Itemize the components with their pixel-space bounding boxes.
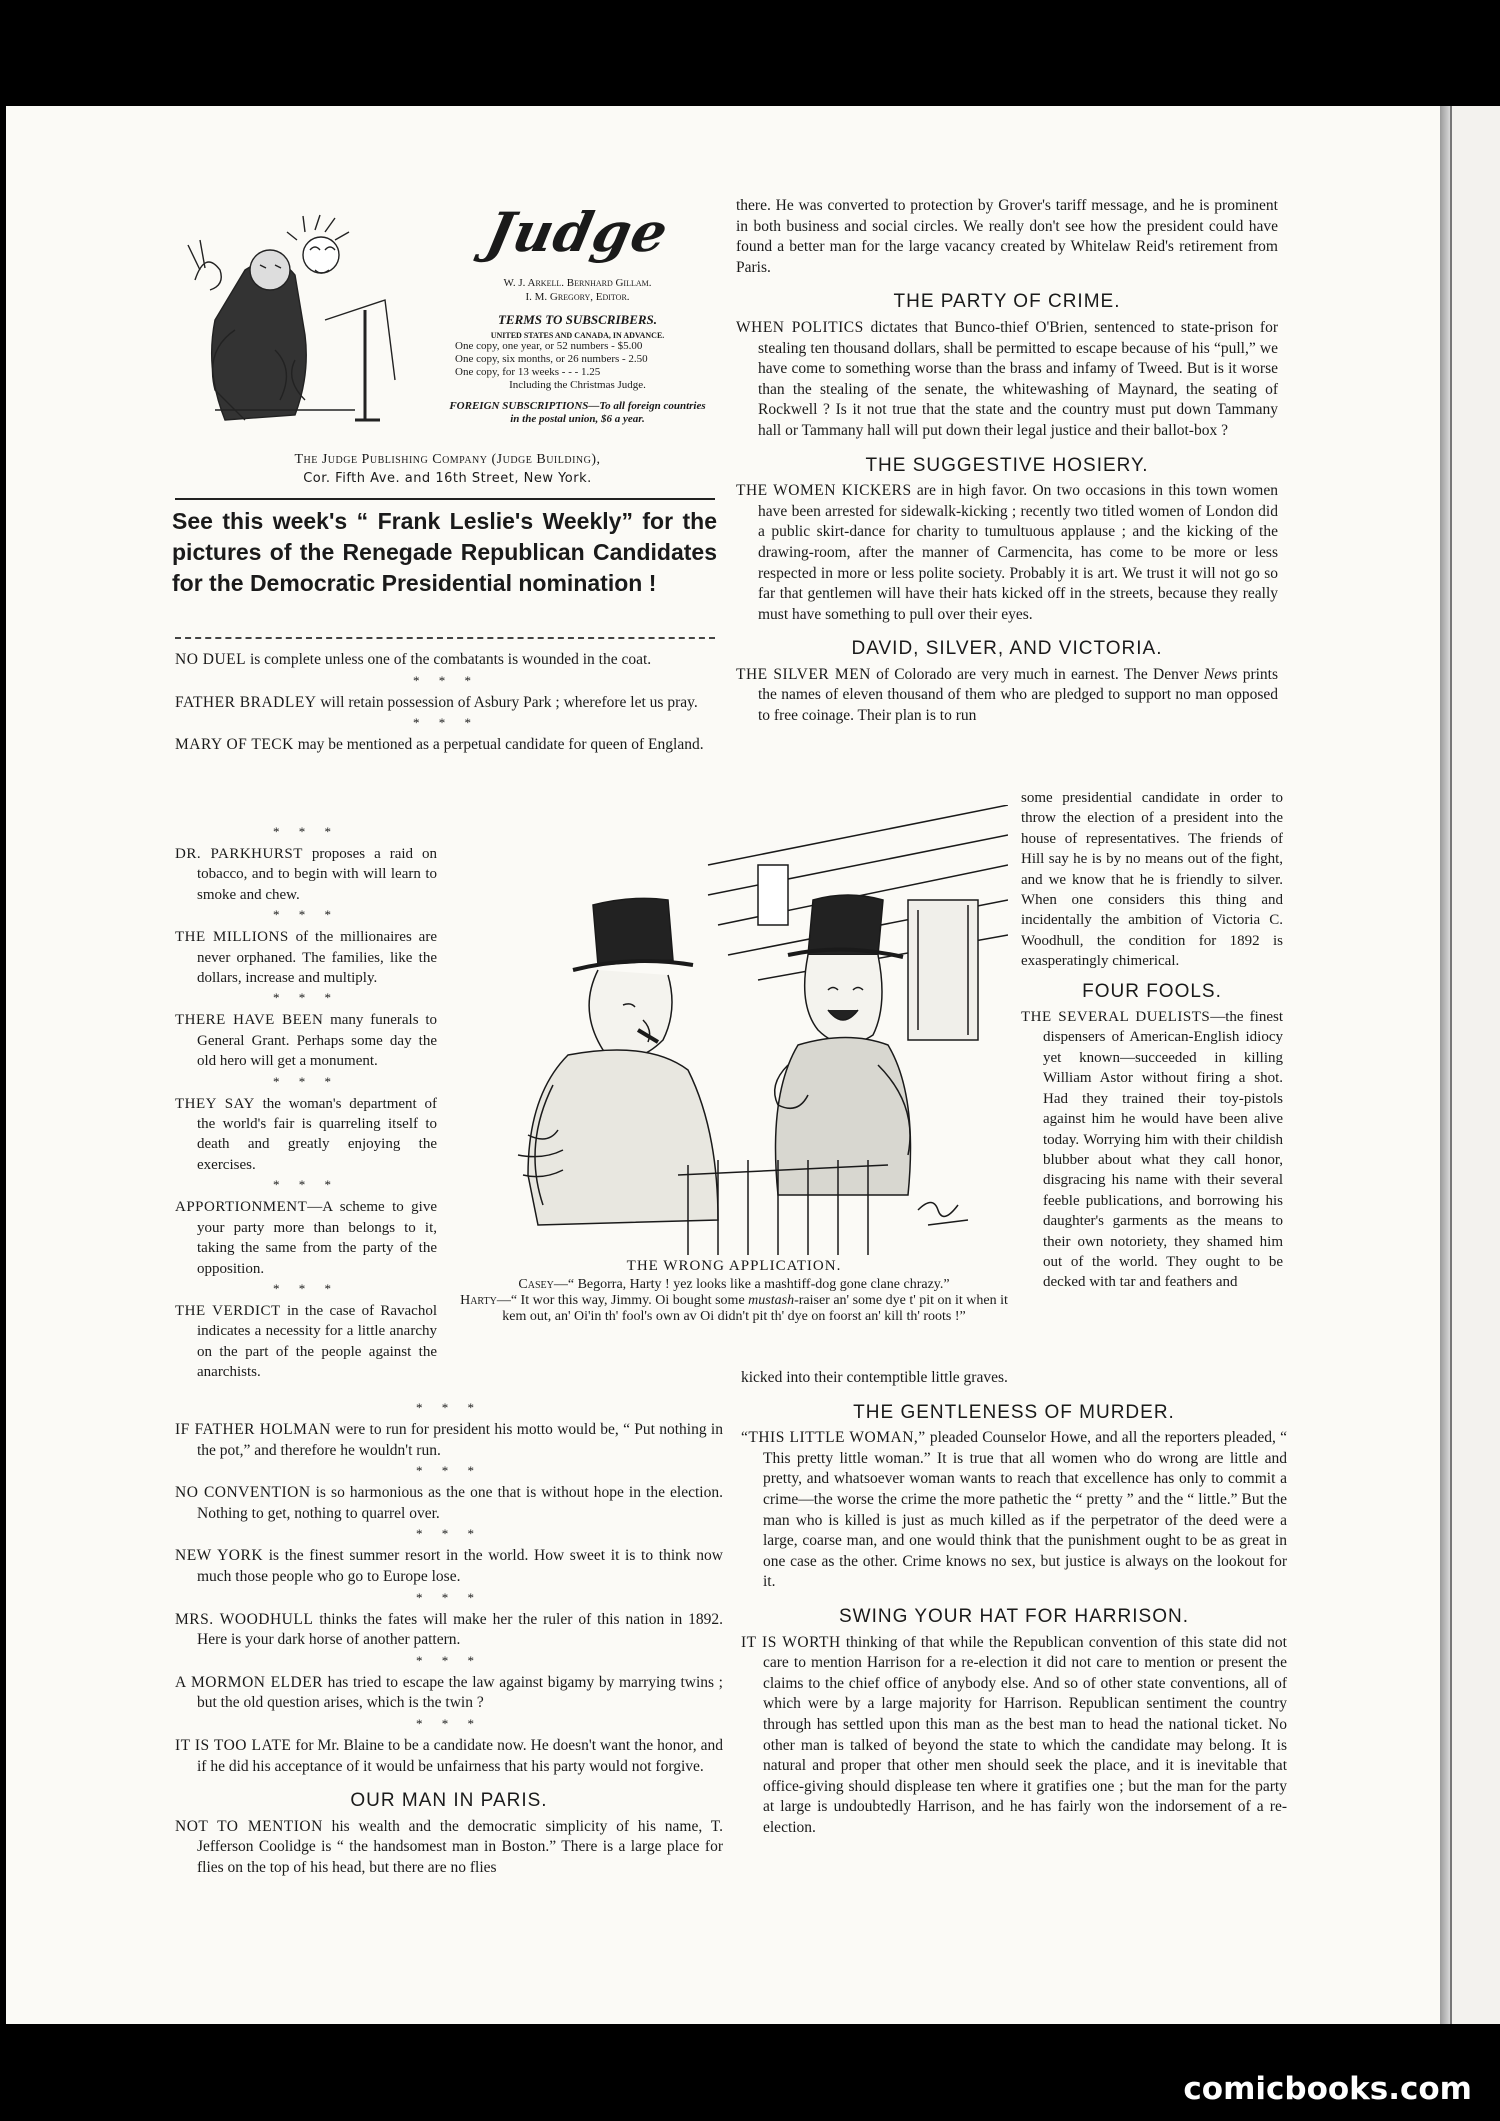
section-heading: FOUR FOOLS. [1082, 980, 1222, 1002]
separator-stars: * * * [413, 672, 479, 688]
masthead [175, 200, 720, 490]
short-item: A MORMON ELDER has tried to escape the law against bigamy by marrying twins ; but the old question arises, which is the twin ? [175, 1673, 723, 1712]
article-paragraph: WHEN POLITICS dictates that Bunco-thief O'Brien, sentenced to state-prison for stealing ten thousand dollars, shall be permitted to escape because of his “pull,” we have come to something worse than the brass and infamy of Tweed. But is it worse than the stealing of the senate, the whitewashing of Maynard, the seating of Rockwell ? Is it not true that the state and the country must put down Tammany hall or Tammany hall will put down their legal justice and their ballot-box ? [736, 318, 1278, 439]
divider-rule [175, 637, 715, 639]
judge-logo: Judge [480, 200, 675, 264]
cartoon-illustration [458, 805, 1008, 1255]
short-item: MRS. WOODHULL thinks the fates will make her the ruler of this nation in 1892. Here is your dark horse of another pattern. [175, 1610, 723, 1649]
short-item: MARY OF TECK may be mentioned as a perpetual candidate for queen of England. [175, 736, 704, 754]
divider-rule [175, 498, 715, 500]
masthead-info [445, 200, 710, 426]
short-item: DR. PARKHURST proposes a raid on tobacco, and to begin with will learn to smoke and chew. [175, 846, 437, 903]
separator-stars: * * * [416, 1400, 482, 1415]
separator-stars: * * * [273, 907, 339, 923]
separator-stars: * * * [413, 715, 479, 731]
articles-column-right-bottom [741, 1368, 1287, 1838]
separator-stars: * * * [273, 1280, 339, 1296]
section-heading: OUR MAN IN PARIS. [350, 1790, 548, 1812]
articles-column-right-top [736, 196, 1278, 727]
section-heading: SWING YOUR HAT FOR HARRISON. [839, 1605, 1189, 1627]
separator-stars: * * * [416, 1589, 482, 1605]
short-item: THEY SAY the woman's department of the world's fair is quarreling itself to death and greatly enjoying the exercises. [175, 1095, 437, 1173]
separator-stars: * * * [416, 1652, 482, 1668]
promo-notice [172, 506, 717, 599]
foreign-subscriptions: FOREIGN SUBSCRIPTIONS—To all foreign countries in the postal union, $6 a year. [449, 400, 706, 425]
section-heading: DAVID, SILVER, AND VICTORIA. [851, 638, 1163, 660]
masthead-illustration [175, 210, 410, 435]
promo-text: See this week's “ Frank Leslie's Weekly” for the pictures of the Renegade Republican Candidates for the Democratic Presidential nomination ! [172, 508, 717, 596]
editor-line: I. M. Gregory, Editor. [525, 291, 630, 303]
cartoon-caption [456, 1258, 1012, 1325]
section-heading: THE SUGGESTIVE HOSIERY. [865, 454, 1149, 476]
terms-title: TERMS TO SUBSCRIBERS. [497, 312, 658, 327]
separator-stars: * * * [273, 1073, 339, 1089]
separator-stars: * * * [416, 1526, 482, 1542]
section-heading: THE PARTY OF CRIME. [893, 291, 1121, 313]
site-watermark: comicbooks.com [1183, 2071, 1472, 2107]
short-item: FATHER BRADLEY will retain possession of Asbury Park ; wherefore let us pray. [175, 693, 698, 711]
caption-line: Harty—“ It wor this way, Jimmy. Oi bought some mustash-raiser an' some dye t' pit on it when it kem out, an' Oi'in th' fool's own av Oi didn't pit th' dye on foorst an' kill th' roots !” [460, 1293, 1008, 1324]
terms-line: Including the Christmas Judge. [509, 379, 646, 391]
terms-line: One copy, six months, or 26 numbers - 2.50 [455, 353, 648, 365]
terms-line: One copy, one year, or 52 numbers - $5.00 [455, 340, 643, 352]
article-paragraph: “THIS LITTLE WOMAN,” pleaded Counselor Howe, and all the reporters pleaded, “ This pretty little woman.” It is true that all women who do wrong are little and pretty, and whatsoever woman wants to reach that excellence has only to commit a crime—the worse the crime the more pathetic the “ pretty ” and the “ little.” But the man who is killed is just as much killed as if the perpetrator of the deed were a large, coarse man, and one would think that the punishment ought to be as great in one case as the other. Crime knows no sex, but justice is always on the lookout for it. [741, 1429, 1287, 1591]
article-paragraph: some presidential candidate in order to throw the election of a president into the house of representatives. The friends of Hill say he is by no means out of the fight, and we know that he is friendly to silver. When one considers this thing and incidentally the ambition of Victoria C. Woodhull, the condition for 1892 is exasperatingly chimerical. [1021, 790, 1283, 970]
publisher-block [175, 450, 720, 488]
paragraphs-column-left-top [175, 650, 717, 756]
article-paragraph: there. He was converted to protection by Grover's tariff message, and he is prominent in both business and social circles. We really don't see how the president could have found a better man for the large vacancy created by Whitelaw Reid's retirement from Paris. [736, 197, 1278, 276]
article-paragraph: THE SEVERAL DUELISTS—the finest dispensers of American-English idiocy yet known—succeeded in killing William Astor without firing a shot. Had they trained their toy-pistols against him he would have been alive today. Worrying him with their childish blubber about what they call honor, disgracing his name with their several feeble publications, and borrowing his daughter's garments as the means to their own notoriety, they shamed him out of the world. They ought to be decked with tar and feathers and [1021, 1009, 1284, 1291]
page-spine [1440, 106, 1450, 2024]
short-item: THE MILLIONS of the millionaires are never orphaned. The families, like the dollars, increase and multiply. [175, 929, 437, 987]
short-item: THE VERDICT in the case of Ravachol indicates a necessity for a little anarchy on the part of the people against the anarchists. [175, 1302, 437, 1381]
paragraphs-column-left-narrow [175, 822, 437, 1383]
article-paragraph: kicked into their contemptible little graves. [741, 1369, 1008, 1386]
publisher-name: The Judge Publishing Company (Judge Building), [294, 452, 601, 467]
short-item: IF FATHER HOLMAN were to run for president his motto would be, “ Put nothing in the pot,” and therefore he wouldn't run. [175, 1421, 723, 1459]
short-item: NO CONVENTION is so harmonious as the one that is without hope in the election. Nothing to get, nothing to quarrel over. [175, 1484, 723, 1522]
articles-column-right-narrow [1021, 788, 1283, 1293]
adjacent-page-edge [1450, 106, 1500, 2024]
separator-stars: * * * [416, 1715, 482, 1731]
short-item: NO DUEL is complete unless one of the combatants is wounded in the coat. [175, 651, 652, 668]
publisher-address: Cor. Fifth Ave. and 16th Street, New York. [303, 471, 592, 486]
short-item: NEW YORK is the finest summer resort in the world. How sweet it is to think now much those people who go to Europe lose. [175, 1547, 723, 1585]
terms-subtitle: UNITED STATES AND CANADA, IN ADVANCE. [490, 331, 665, 340]
article-paragraph: THE SILVER MEN of Colorado are very much in earnest. The Denver News prints the names of eleven thousand of them who are pledged to support no man opposed to free coinage. Their plan is to run [736, 665, 1279, 725]
cartoon-title: THE WRONG APPLICATION. [626, 1258, 842, 1274]
article-paragraph: THE WOMEN KICKERS are in high favor. On two occasions in this town women have been arrested for sidewalk-kicking ; recently two titled women of London did a public skirt-dance for charity to tumultuous applause ; and the kicking of the drawing-room, after the manner of Carmencita, has come to be more or less respected in more or less polite society. Probably it is art. We trust it will not go so far that gentlemen will have their hats kicked off in the streets, because they really must have something to pull over their eyes. [736, 482, 1278, 623]
section-heading: THE GENTLENESS OF MURDER. [853, 1401, 1175, 1423]
separator-stars: * * * [273, 1177, 339, 1193]
article-paragraph: IT IS WORTH thinking of that while the Republican convention of this state did not care to mention Harrison for a re-election it did not care to mention or present the claims to the chief office of anybody else. And so of other state conventions, all of which were by a large majority for Harrison. Republican sentiment the country through has settled upon this man as the best man to head the national ticket. No other man is talked of beyond the state to which the candidate may belong. It is natural and proper that other men should seek the place, and it is inevitable that office-giving should displease ten where it gratifies one ; but the man for the party at large is undoubtedly Harrison, and he has fairly won the indorsement of a re-election. [741, 1633, 1287, 1836]
separator-stars: * * * [273, 990, 339, 1006]
caption-line: Casey—“ Begorra, Harty ! yez looks like a mashtiff-dog gone clane chrazy.” [518, 1277, 950, 1292]
short-item: THERE HAVE BEEN many funerals to General Grant. Perhaps some day the old hero will get a monument. [175, 1012, 437, 1070]
separator-stars: * * * [273, 824, 339, 839]
terms-line: One copy, for 13 weeks - - - 1.25 [455, 366, 601, 378]
article-paragraph: NOT TO MENTION his wealth and the democratic simplicity of his name, T. Jefferson Coolidge is “ the handsomest man in Boston.” There is a large place for flies on the top of his head, but there are no flies [175, 1817, 723, 1876]
paragraphs-column-left-bottom [175, 1398, 723, 1879]
short-item: IT IS TOO LATE for Mr. Blaine to be a candidate now. He doesn't want the honor, and if he did his acceptance of it would be unfairness that his party would not forgive. [175, 1736, 724, 1775]
short-item: APPORTIONMENT—A scheme to give your party more than belongs to it, taking the same from the party of the opposition. [175, 1199, 437, 1277]
editors-line: W. J. Arkell. Bernhard Gillam. [503, 277, 652, 289]
separator-stars: * * * [416, 1463, 482, 1479]
